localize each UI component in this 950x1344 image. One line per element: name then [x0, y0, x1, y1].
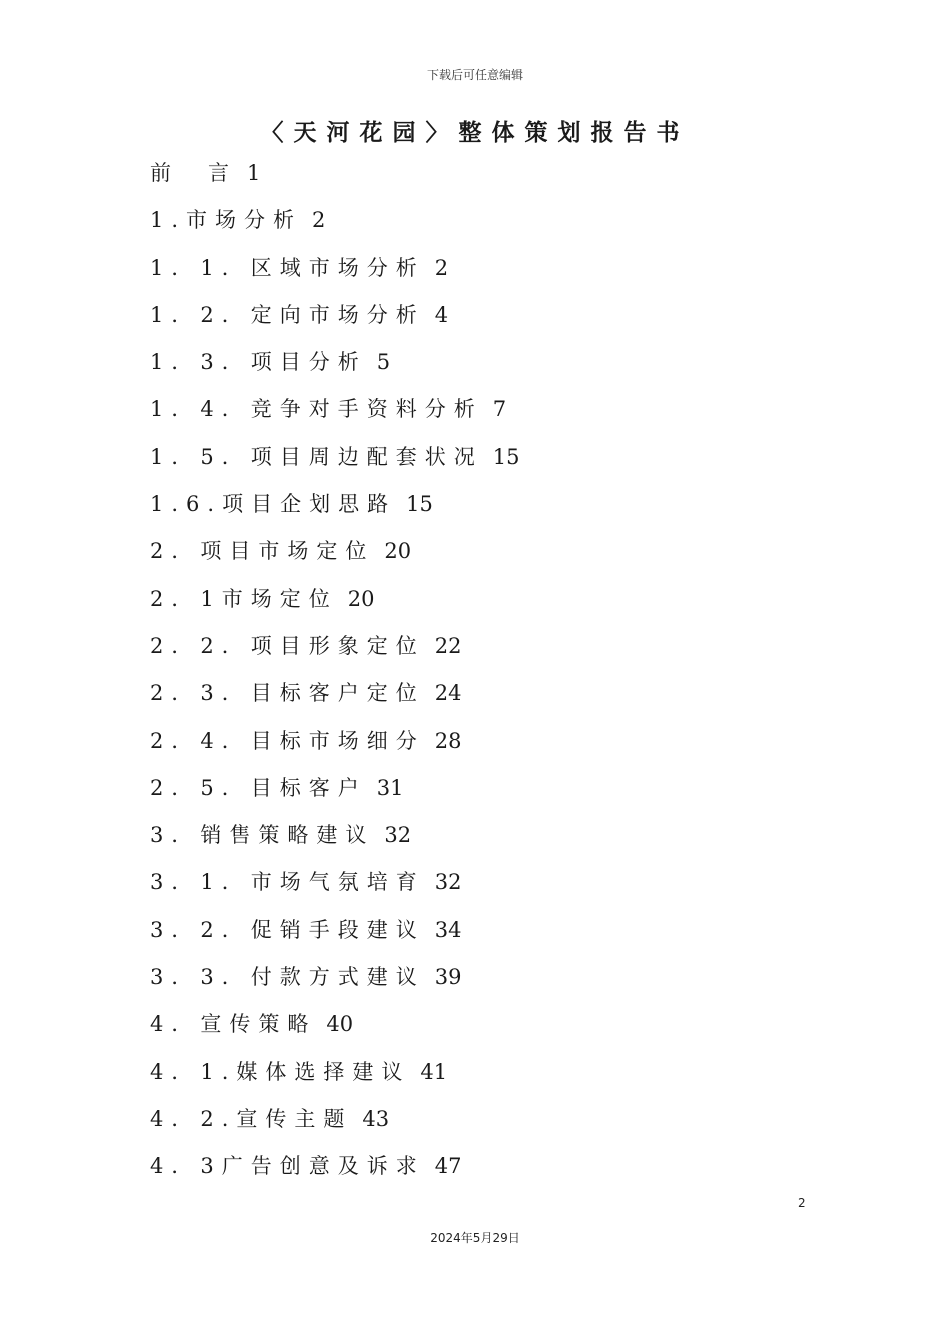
page-header: 下载后可任意编辑 [426, 68, 523, 82]
toc-entry-label: 2．2．项目形象定位 [150, 633, 425, 658]
toc-entry-page: 34 [434, 917, 462, 942]
toc-entry-page: 28 [434, 728, 462, 753]
toc-entry-page: 22 [434, 633, 462, 658]
page-number: 2 [798, 1196, 806, 1210]
toc-entry-page: 4 [434, 302, 449, 327]
toc-entry-page: 40 [326, 1012, 354, 1037]
toc-entry-label: 1.6.项目企划思路 [150, 492, 397, 517]
toc-entry-label: 1．4．竞争对手资料分析 [150, 397, 483, 422]
toc-entry-page: 31 [376, 775, 404, 800]
toc-entry-page: 39 [434, 965, 462, 990]
toc-entry[interactable] [150, 676, 519, 723]
toc-entry-page: 41 [420, 1059, 448, 1084]
toc-entry[interactable] [150, 865, 519, 912]
table-of-contents [150, 156, 519, 1197]
toc-entry-label: 4．2.宣传主题 [150, 1106, 353, 1131]
toc-entry-label: 1．5．项目周边配套状况 [150, 444, 483, 469]
toc-entry[interactable] [150, 251, 519, 298]
toc-entry-label: 3．销售策略建议 [150, 823, 375, 848]
toc-entry[interactable] [150, 1149, 519, 1196]
toc-entry-label: 2．项目市场定位 [150, 539, 375, 564]
toc-entry[interactable] [150, 724, 519, 771]
toc-entry-page: 2 [434, 255, 449, 280]
toc-entry-page: 5 [376, 350, 391, 375]
toc-entry-label: 2．5．目标客户 [150, 775, 367, 800]
toc-entry-label: 前 言 [150, 161, 237, 185]
toc-entry-label: 4．1.媒体选择建议 [150, 1059, 411, 1084]
toc-entry-page: 15 [406, 492, 433, 517]
toc-entry-page: 43 [362, 1106, 390, 1131]
toc-entry[interactable] [150, 818, 519, 865]
toc-entry-label: 3．2．促销手段建议 [150, 917, 425, 942]
toc-entry[interactable] [150, 960, 519, 1007]
toc-entry-label: 4．宣传策略 [150, 1012, 317, 1037]
toc-entry[interactable] [150, 345, 519, 392]
toc-entry-label: 3．3．付款方式建议 [150, 965, 425, 990]
toc-entry-page: 1 [247, 161, 261, 185]
toc-entry[interactable] [150, 771, 519, 818]
toc-entry-label: 2．4．目标市场细分 [150, 728, 425, 753]
toc-entry[interactable] [150, 203, 519, 250]
toc-entry-label: 4．3广告创意及诉求 [150, 1154, 425, 1179]
toc-entry[interactable] [150, 156, 519, 203]
toc-entry[interactable] [150, 487, 519, 534]
toc-entry[interactable] [150, 1102, 519, 1149]
toc-entry-label: 1．1．区域市场分析 [150, 255, 425, 280]
toc-entry-label: 1．2．定向市场分析 [150, 302, 425, 327]
document-title: 〈天河花园〉整体策划报告书 [260, 120, 690, 146]
footer-date: 2024年5月29日 [430, 1231, 520, 1245]
toc-entry-page: 32 [384, 823, 412, 848]
toc-entry[interactable] [150, 392, 519, 439]
toc-entry-page: 7 [492, 397, 507, 422]
toc-entry-label: 2．3．目标客户定位 [150, 681, 425, 706]
toc-entry[interactable] [150, 582, 519, 629]
toc-entry-label: 3．1．市场气氛培育 [150, 870, 425, 895]
toc-entry[interactable] [150, 629, 519, 676]
toc-entry-page: 47 [434, 1154, 462, 1179]
toc-entry[interactable] [150, 298, 519, 345]
toc-entry-page: 20 [347, 586, 375, 611]
toc-entry-page: 20 [384, 539, 412, 564]
toc-entry-label: 1.市场分析 [150, 208, 303, 233]
toc-entry-page: 24 [434, 681, 462, 706]
toc-entry[interactable] [150, 1055, 519, 1102]
toc-entry-page: 15 [492, 444, 520, 469]
toc-entry[interactable] [150, 440, 519, 487]
toc-entry[interactable] [150, 1007, 519, 1054]
toc-entry-label: 1．3．项目分析 [150, 350, 367, 375]
toc-entry-label: 2．1市场定位 [150, 586, 338, 611]
toc-entry-page: 2 [312, 208, 326, 233]
toc-entry[interactable] [150, 913, 519, 960]
toc-entry[interactable] [150, 534, 519, 581]
toc-entry-page: 32 [434, 870, 462, 895]
